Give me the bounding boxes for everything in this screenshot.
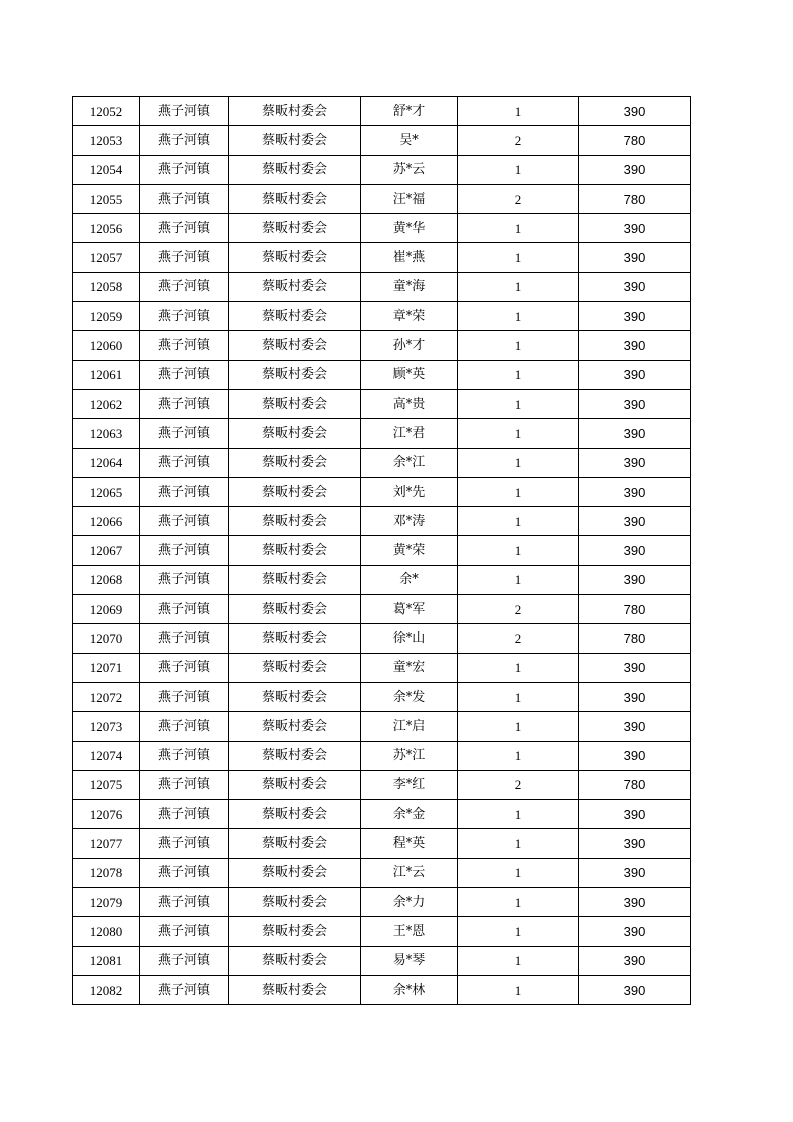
- count-cell: 1: [458, 243, 579, 272]
- amount-cell: 390: [579, 155, 691, 184]
- id-cell: 12054: [73, 155, 140, 184]
- table-row: [73, 829, 691, 858]
- id-cell: 12082: [73, 975, 140, 1004]
- village-cell: 蔡畈村委会: [229, 126, 361, 155]
- table-row: [73, 682, 691, 711]
- count-cell: 1: [458, 565, 579, 594]
- village-cell: 蔡畈村委会: [229, 624, 361, 653]
- count-cell: 1: [458, 858, 579, 887]
- count-cell: 1: [458, 800, 579, 829]
- amount-cell: 390: [579, 419, 691, 448]
- village-cell: 蔡畈村委会: [229, 975, 361, 1004]
- village-cell: 蔡畈村委会: [229, 272, 361, 301]
- id-cell: 12079: [73, 888, 140, 917]
- village-cell: 蔡畈村委会: [229, 565, 361, 594]
- table-row: [73, 741, 691, 770]
- table-row: [73, 888, 691, 917]
- amount-cell: 390: [579, 243, 691, 272]
- amount-cell: 390: [579, 829, 691, 858]
- id-cell: 12078: [73, 858, 140, 887]
- count-cell: 1: [458, 741, 579, 770]
- person-name-cell: 王*恩: [361, 917, 458, 946]
- amount-cell: 390: [579, 975, 691, 1004]
- amount-cell: 390: [579, 477, 691, 506]
- village-cell: 蔡畈村委会: [229, 712, 361, 741]
- table-row: [73, 360, 691, 389]
- count-cell: 1: [458, 917, 579, 946]
- town-cell: 燕子河镇: [140, 536, 229, 565]
- count-cell: 2: [458, 624, 579, 653]
- town-cell: 燕子河镇: [140, 829, 229, 858]
- id-cell: 12061: [73, 360, 140, 389]
- person-name-cell: 童*宏: [361, 653, 458, 682]
- count-cell: 1: [458, 888, 579, 917]
- person-name-cell: 黄*华: [361, 214, 458, 243]
- count-cell: 1: [458, 360, 579, 389]
- town-cell: 燕子河镇: [140, 741, 229, 770]
- table-row: [73, 800, 691, 829]
- id-cell: 12052: [73, 97, 140, 126]
- town-cell: 燕子河镇: [140, 272, 229, 301]
- person-name-cell: 孙*才: [361, 331, 458, 360]
- table-row: [73, 477, 691, 506]
- town-cell: 燕子河镇: [140, 389, 229, 418]
- village-cell: 蔡畈村委会: [229, 653, 361, 682]
- table-row: [73, 917, 691, 946]
- count-cell: 1: [458, 272, 579, 301]
- village-cell: 蔡畈村委会: [229, 536, 361, 565]
- table-row: [73, 975, 691, 1004]
- table-row: [73, 302, 691, 331]
- town-cell: 燕子河镇: [140, 682, 229, 711]
- amount-cell: 390: [579, 214, 691, 243]
- person-name-cell: 童*海: [361, 272, 458, 301]
- id-cell: 12072: [73, 682, 140, 711]
- count-cell: 1: [458, 829, 579, 858]
- town-cell: 燕子河镇: [140, 595, 229, 624]
- village-cell: 蔡畈村委会: [229, 946, 361, 975]
- amount-cell: 390: [579, 360, 691, 389]
- id-cell: 12062: [73, 389, 140, 418]
- count-cell: 1: [458, 419, 579, 448]
- id-cell: 12053: [73, 126, 140, 155]
- table-row: [73, 389, 691, 418]
- village-cell: 蔡畈村委会: [229, 302, 361, 331]
- village-cell: 蔡畈村委会: [229, 214, 361, 243]
- table-row: [73, 419, 691, 448]
- count-cell: 1: [458, 507, 579, 536]
- id-cell: 12055: [73, 184, 140, 213]
- town-cell: 燕子河镇: [140, 507, 229, 536]
- village-cell: 蔡畈村委会: [229, 389, 361, 418]
- id-cell: 12064: [73, 448, 140, 477]
- person-name-cell: 余*力: [361, 888, 458, 917]
- village-cell: 蔡畈村委会: [229, 184, 361, 213]
- town-cell: 燕子河镇: [140, 214, 229, 243]
- town-cell: 燕子河镇: [140, 975, 229, 1004]
- roster-table-body: [73, 97, 691, 1005]
- village-cell: 蔡畈村委会: [229, 419, 361, 448]
- town-cell: 燕子河镇: [140, 624, 229, 653]
- table-row: [73, 946, 691, 975]
- amount-cell: 390: [579, 272, 691, 301]
- id-cell: 12077: [73, 829, 140, 858]
- id-cell: 12074: [73, 741, 140, 770]
- count-cell: 1: [458, 97, 579, 126]
- village-cell: 蔡畈村委会: [229, 770, 361, 799]
- town-cell: 燕子河镇: [140, 126, 229, 155]
- id-cell: 12080: [73, 917, 140, 946]
- id-cell: 12073: [73, 712, 140, 741]
- amount-cell: 390: [579, 536, 691, 565]
- amount-cell: 390: [579, 507, 691, 536]
- town-cell: 燕子河镇: [140, 888, 229, 917]
- table-row: [73, 565, 691, 594]
- table-row: [73, 624, 691, 653]
- person-name-cell: 余*林: [361, 975, 458, 1004]
- table-row: [73, 184, 691, 213]
- town-cell: 燕子河镇: [140, 360, 229, 389]
- count-cell: 2: [458, 126, 579, 155]
- village-cell: 蔡畈村委会: [229, 829, 361, 858]
- person-name-cell: 顾*英: [361, 360, 458, 389]
- table-row: [73, 448, 691, 477]
- roster-table: [72, 96, 691, 1005]
- id-cell: 12065: [73, 477, 140, 506]
- village-cell: 蔡畈村委会: [229, 682, 361, 711]
- amount-cell: 390: [579, 741, 691, 770]
- amount-cell: 780: [579, 126, 691, 155]
- person-name-cell: 徐*山: [361, 624, 458, 653]
- amount-cell: 390: [579, 331, 691, 360]
- town-cell: 燕子河镇: [140, 800, 229, 829]
- amount-cell: 780: [579, 184, 691, 213]
- id-cell: 12067: [73, 536, 140, 565]
- count-cell: 1: [458, 155, 579, 184]
- town-cell: 燕子河镇: [140, 712, 229, 741]
- village-cell: 蔡畈村委会: [229, 155, 361, 184]
- table-row: [73, 770, 691, 799]
- amount-cell: 390: [579, 97, 691, 126]
- town-cell: 燕子河镇: [140, 331, 229, 360]
- village-cell: 蔡畈村委会: [229, 477, 361, 506]
- amount-cell: 390: [579, 712, 691, 741]
- amount-cell: 780: [579, 770, 691, 799]
- table-row: [73, 214, 691, 243]
- person-name-cell: 江*云: [361, 858, 458, 887]
- town-cell: 燕子河镇: [140, 477, 229, 506]
- person-name-cell: 苏*江: [361, 741, 458, 770]
- amount-cell: 390: [579, 389, 691, 418]
- town-cell: 燕子河镇: [140, 184, 229, 213]
- table-row: [73, 331, 691, 360]
- table-row: [73, 126, 691, 155]
- person-name-cell: 余*: [361, 565, 458, 594]
- amount-cell: 390: [579, 917, 691, 946]
- amount-cell: 390: [579, 682, 691, 711]
- village-cell: 蔡畈村委会: [229, 917, 361, 946]
- person-name-cell: 邓*涛: [361, 507, 458, 536]
- id-cell: 12070: [73, 624, 140, 653]
- count-cell: 1: [458, 653, 579, 682]
- town-cell: 燕子河镇: [140, 565, 229, 594]
- table-row: [73, 858, 691, 887]
- count-cell: 2: [458, 595, 579, 624]
- id-cell: 12081: [73, 946, 140, 975]
- person-name-cell: 江*启: [361, 712, 458, 741]
- count-cell: 1: [458, 389, 579, 418]
- village-cell: 蔡畈村委会: [229, 243, 361, 272]
- count-cell: 1: [458, 214, 579, 243]
- id-cell: 12060: [73, 331, 140, 360]
- person-name-cell: 余*金: [361, 800, 458, 829]
- id-cell: 12076: [73, 800, 140, 829]
- town-cell: 燕子河镇: [140, 858, 229, 887]
- table-row: [73, 507, 691, 536]
- town-cell: 燕子河镇: [140, 917, 229, 946]
- count-cell: 1: [458, 536, 579, 565]
- id-cell: 12066: [73, 507, 140, 536]
- person-name-cell: 黄*荣: [361, 536, 458, 565]
- person-name-cell: 崔*燕: [361, 243, 458, 272]
- person-name-cell: 江*君: [361, 419, 458, 448]
- village-cell: 蔡畈村委会: [229, 507, 361, 536]
- id-cell: 12058: [73, 272, 140, 301]
- count-cell: 1: [458, 975, 579, 1004]
- village-cell: 蔡畈村委会: [229, 595, 361, 624]
- amount-cell: 390: [579, 946, 691, 975]
- town-cell: 燕子河镇: [140, 155, 229, 184]
- table-row: [73, 97, 691, 126]
- amount-cell: 390: [579, 800, 691, 829]
- count-cell: 1: [458, 302, 579, 331]
- person-name-cell: 汪*福: [361, 184, 458, 213]
- amount-cell: 390: [579, 888, 691, 917]
- table-row: [73, 712, 691, 741]
- count-cell: 1: [458, 448, 579, 477]
- town-cell: 燕子河镇: [140, 653, 229, 682]
- table-row: [73, 595, 691, 624]
- amount-cell: 390: [579, 302, 691, 331]
- village-cell: 蔡畈村委会: [229, 97, 361, 126]
- town-cell: 燕子河镇: [140, 770, 229, 799]
- village-cell: 蔡畈村委会: [229, 888, 361, 917]
- town-cell: 燕子河镇: [140, 946, 229, 975]
- village-cell: 蔡畈村委会: [229, 741, 361, 770]
- id-cell: 12069: [73, 595, 140, 624]
- count-cell: 1: [458, 682, 579, 711]
- village-cell: 蔡畈村委会: [229, 448, 361, 477]
- count-cell: 1: [458, 712, 579, 741]
- village-cell: 蔡畈村委会: [229, 360, 361, 389]
- person-name-cell: 余*发: [361, 682, 458, 711]
- id-cell: 12075: [73, 770, 140, 799]
- person-name-cell: 苏*云: [361, 155, 458, 184]
- town-cell: 燕子河镇: [140, 97, 229, 126]
- person-name-cell: 余*江: [361, 448, 458, 477]
- amount-cell: 390: [579, 653, 691, 682]
- town-cell: 燕子河镇: [140, 419, 229, 448]
- amount-cell: 390: [579, 448, 691, 477]
- person-name-cell: 李*红: [361, 770, 458, 799]
- table-row: [73, 536, 691, 565]
- village-cell: 蔡畈村委会: [229, 800, 361, 829]
- person-name-cell: 葛*军: [361, 595, 458, 624]
- person-name-cell: 章*荣: [361, 302, 458, 331]
- count-cell: 2: [458, 770, 579, 799]
- table-row: [73, 653, 691, 682]
- village-cell: 蔡畈村委会: [229, 858, 361, 887]
- count-cell: 2: [458, 184, 579, 213]
- table-row: [73, 243, 691, 272]
- id-cell: 12059: [73, 302, 140, 331]
- amount-cell: 390: [579, 858, 691, 887]
- person-name-cell: 程*英: [361, 829, 458, 858]
- town-cell: 燕子河镇: [140, 448, 229, 477]
- amount-cell: 780: [579, 624, 691, 653]
- town-cell: 燕子河镇: [140, 302, 229, 331]
- id-cell: 12056: [73, 214, 140, 243]
- person-name-cell: 高*贵: [361, 389, 458, 418]
- id-cell: 12071: [73, 653, 140, 682]
- amount-cell: 780: [579, 595, 691, 624]
- village-cell: 蔡畈村委会: [229, 331, 361, 360]
- table-row: [73, 272, 691, 301]
- id-cell: 12063: [73, 419, 140, 448]
- id-cell: 12057: [73, 243, 140, 272]
- amount-cell: 390: [579, 565, 691, 594]
- person-name-cell: 易*琴: [361, 946, 458, 975]
- count-cell: 1: [458, 331, 579, 360]
- person-name-cell: 刘*先: [361, 477, 458, 506]
- id-cell: 12068: [73, 565, 140, 594]
- person-name-cell: 吴*: [361, 126, 458, 155]
- table-row: [73, 155, 691, 184]
- count-cell: 1: [458, 946, 579, 975]
- count-cell: 1: [458, 477, 579, 506]
- person-name-cell: 舒*才: [361, 97, 458, 126]
- town-cell: 燕子河镇: [140, 243, 229, 272]
